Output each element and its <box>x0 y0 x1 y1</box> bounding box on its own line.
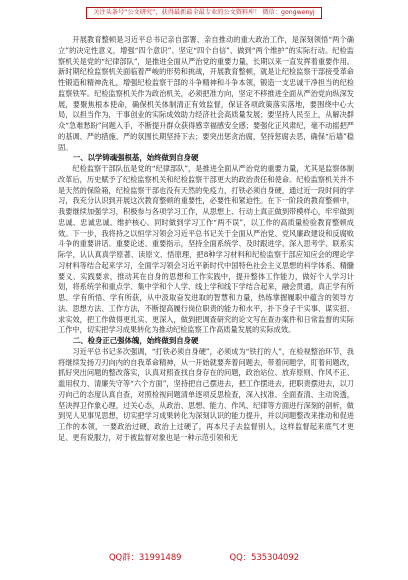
top-banner <box>0 4 408 22</box>
section-1-heading: 一、以学铸魂强根基，始终做到自身硬 <box>72 153 199 163</box>
section-2-paragraph: 习近平总书记多次强调，“打铁必须自身硬”，必须成为“铁打的人”，在检视整治环节，我将继续发扬刀刃向内的自我革命精神，从一开始就要奔着问题去，带着问题学，盯着问题改，抓好突出问题的整改落实，认真对照查找自身存在的问题，政治站位、放弃原则、作风不正、滥用权力、清廉失守等“六个方面”，坚持把自己摆进去，把工作摆进去，把职责摆进去，以刀刃向己的态度认真自查，对照检视问题清单逐项反思检查，深入找准、全面查清、主动说透，坚决捍卫作象心理，过关心态，从政治、思想、能力、作风、纪律等方面进行深刻的剖析，做到见人见事见思想，切实把学习成果转化为深刻认识的能力提升，并以问题整改来推动和促进工作的本领，一要政治过硬，政治上过硬了，再本尺子去监督别人，这样监督起来底气才更足、更有说服力，对于被监督对象也是一种示范引领和无 <box>58 346 354 442</box>
section-1-paragraph: 纪检监察干部队伍是党的“纪律部队”，是推进全面从严治党的重要力量，尤其是监察体制改革后，历史赋予了纪检监察机关和纪检监察干部更大的政治责任和使命。纪检监察机关并不是天然的保险箱，纪检监察干部也没有天然的免疫力，打铁必须自身硬，通过近一段时间的学习，我充分认识到开展这次教育整顿的重要性，必要性和紧迫性。在下一阶段的教育整顿中，我要继续加强学习，积极参与各项学习工作，从思想上、行动上真正做到带模样心，牢牢做到忠诚、忠诚忠诚、维护核心。同时做到学习工作“两不误”，以工作的高质量检验教育整顿成效。下一步，我将持之以恒学习领会习近平总书记关于全面从严治党、党风廉政建设和反腐败斗争的重要讲话、重要论述、重要指示，坚持全面系统学、及时跟进学、深入思考学、联系实际学，认认真真学原著、读原文、悟原理，把8种学习材料和纪检监察干部应知应会的理论学习材料等结合起来学习，全面学习领会习近平新时代中国特色社会主义思想的科学体系、精髓要义、实践要求，推动其在自身的思想和工作实践中，提升整体工作能力，做好个人学习计划，将系统学和重点学、集中学和个人学、线上学和线下学结合起来，融会贯通，真正学有所思、学有所悟、学有所获，从中汲取奋发进取的智慧和力量，热练掌握履职中蕴含的领导方法、思想方法、工作方法，不断提高履行岗位职责的能力和水平，扑下身子干实事、谋实招、求实效，把工作做得更扎实、更深入，做到把调查研究的论文写在查办案件和日常监督的实际工作中，切实把学习成果转化为推动纪检监察工作高质量发展的实际成效。 <box>58 164 354 335</box>
footer-qq-group: QQ群：31991489 <box>108 552 182 562</box>
footer-contact <box>0 550 408 564</box>
section-2-heading: 二、检身正己强体魄，始终做到自身硬 <box>72 336 199 345</box>
footer-qq: QQ：535304092 <box>229 552 300 562</box>
banner-line-1: 关注头条号“公文研究”，获得最新最全最专业的公文资料库！ 微信：gongwenyj <box>93 9 315 17</box>
intro-paragraph: 开展教育整顿是习近平总书记亲自部署、亲自推动的重大政治工作，是深刻领悟“两个确立”的决定性意义，增强“四个意识”、坚定“四个自信”、做到“两个维护”的实际行动。纪检监察机关是党的“纪律部队”，是推进全面从严治党的重要力量，长期以来一直发挥着重要作用。新时期纪检监察机关面临着严峻的形势和挑战，开展教育整顿，就是让纪检监察干部接受革命性锻造和精神洗礼，增强纪检监察干部的斗争精神和斗争本领，锻造一支忠诚干净担当的纪检监察铁军。纪检监察机关作为政治机关，必须把准方向，坚定不移推进全面从严治党向纵深发展，要聚焦根本使命，确保机关体制清正有效监督，保证各项政策落实落地，要围绕中心大局，以担当作为，干事创业的实际成效助力经济社会高质量发展；要坚持人民至上，从解决群众“急难愁盼”问题入手，不断提升群众获得感幸福感安全感；要强化正风肃纪，毫不动摇把严的基调、严的措施、严的氛围长期坚持下去；要突出惩贪治腐，坚持惩腐去恶，确保“后墙”稳固。 <box>58 35 354 152</box>
banner-box <box>86 7 322 18</box>
article-body <box>58 35 354 538</box>
